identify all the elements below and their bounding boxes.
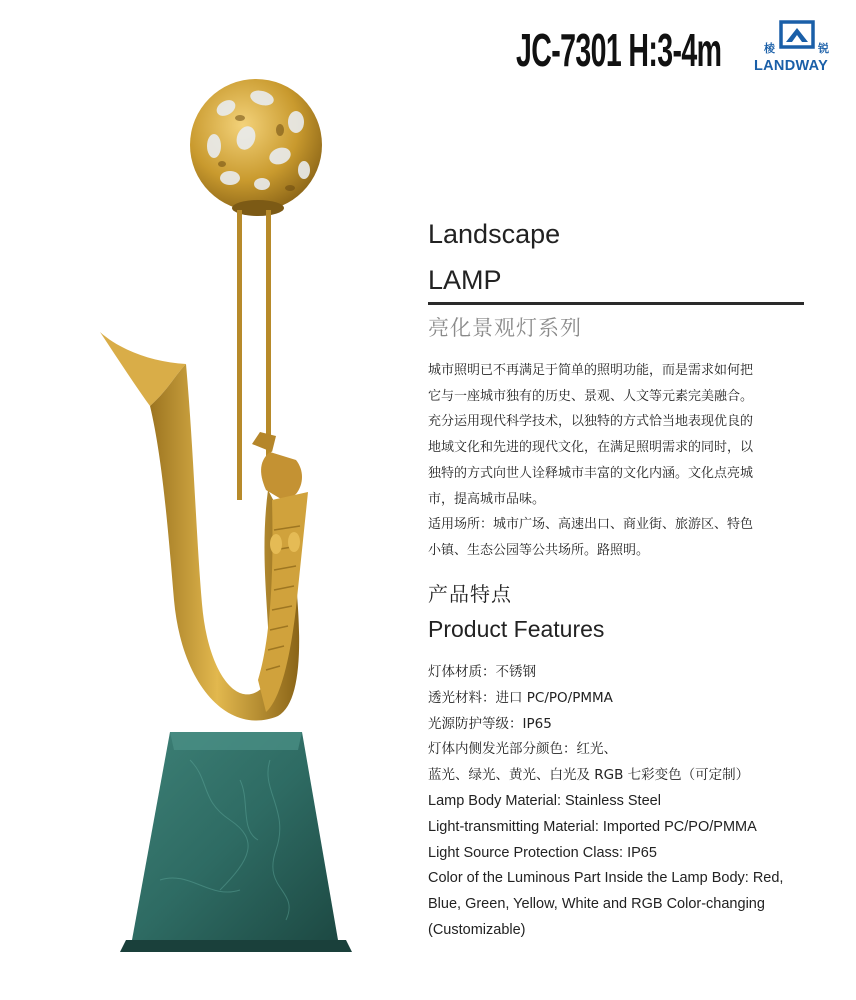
logo-wordmark: LANDWAY — [754, 58, 829, 74]
model-height-heading: JC-7301 H:3-4m — [516, 24, 722, 76]
intro-line: 小镇、生态公园等公共场所。路照明。 — [428, 542, 650, 558]
spec-line-en: Light Source Protection Class: IP65 — [428, 844, 657, 861]
lamp-sphere — [190, 79, 322, 216]
spec-line-cn: 透光材料：进口 PC/PO/PMMA — [428, 689, 613, 706]
spec-line-en: Blue, Green, Yellow, White and RGB Color-changing — [428, 896, 765, 913]
intro-paragraph — [428, 358, 848, 564]
features-heading-cn: 产品特点 — [428, 582, 512, 606]
logo-cn-right: 锐 — [818, 43, 829, 55]
spec-line-cn: 灯体材质：不锈钢 — [428, 664, 536, 680]
landway-logo — [748, 16, 848, 78]
logo-cn-left: 棱 — [764, 43, 775, 55]
features-heading-en: Product Features — [428, 616, 605, 642]
title-lamp: LAMP — [428, 265, 502, 295]
lamp-gold-sculpture — [100, 332, 308, 721]
spec-line-cn: 光源防护等级：IP65 — [428, 715, 552, 732]
landway-logo-icon — [778, 20, 816, 50]
intro-line: 适用场所：城市广场、高速出口、商业街、旅游区、特色 — [428, 517, 754, 533]
intro-line: 市，提高城市品味。 — [428, 491, 546, 507]
marble-pedestal — [120, 732, 352, 952]
spec-list — [428, 660, 853, 944]
intro-line: 独特的方式向世人诠释城市丰富的文化内涵。文化点亮城 — [428, 465, 754, 481]
title-landscape: Landscape — [428, 219, 561, 249]
title-divider — [428, 302, 804, 305]
intro-line: 它与一座城市独有的历史、景观、人文等元素完美融合。 — [428, 388, 754, 404]
intro-line: 地域文化和先进的现代文化，在满足照明需求的同时，以 — [428, 440, 754, 456]
spec-line-en: (Customizable) — [428, 921, 526, 938]
spec-line-cn: 灯体内侧发光部分颜色：红光、 — [428, 741, 617, 758]
spec-line-cn: 蓝光、绿光、黄光、白光及 RGB 七彩变色（可定制） — [428, 767, 750, 784]
intro-line: 城市照明已不再满足于简单的照明功能，而是需求如何把 — [428, 363, 754, 378]
spec-line-en: Lamp Body Material: Stainless Steel — [428, 792, 661, 809]
sculpture-lamp-illustration — [90, 60, 360, 960]
spec-line-en: Color of the Luminous Part Inside the Lamp Body: Red, — [428, 870, 784, 887]
spec-line-en: Light-transmitting Material: Imported PC/PO/PMMA — [428, 818, 757, 835]
intro-line: 充分运用现代科学技术，以独特的方式恰当地表现优良的 — [428, 414, 754, 430]
title-series-cn: 亮化景观灯系列 — [428, 316, 582, 340]
